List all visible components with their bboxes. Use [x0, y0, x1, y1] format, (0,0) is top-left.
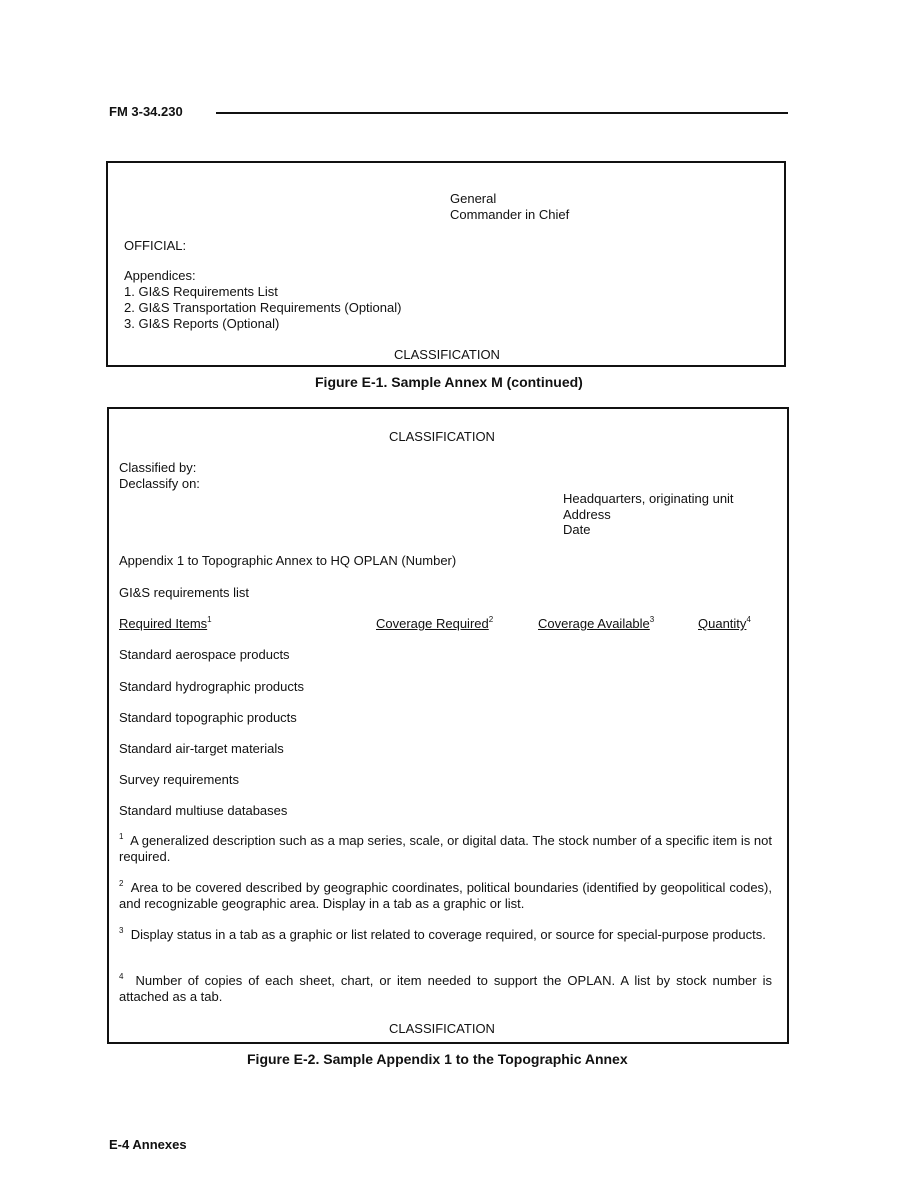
signature-title: Commander in Chief: [450, 207, 570, 222]
figure-e2-caption: Figure E-2. Sample Appendix 1 to the Topographic Annex: [247, 1051, 628, 1067]
classified-by-label: Classified by:: [119, 460, 197, 475]
appendix-title: Appendix 1 to Topographic Annex to HQ OPLAN (Number): [119, 553, 457, 568]
classification-marking: CLASSIFICATION: [394, 347, 500, 362]
column-header-quantity: [698, 616, 751, 632]
footnote: [119, 973, 772, 1005]
header-code: FM 3-34.230: [109, 104, 183, 119]
hq-date: Date: [563, 522, 591, 537]
footnote: [119, 927, 772, 943]
footnote-number: 1: [119, 832, 124, 841]
declassify-on-label: Declassify on:: [119, 476, 200, 491]
column-header-label: Coverage Available: [538, 616, 650, 631]
list-item: Standard multiuse databases: [119, 803, 288, 818]
column-header-label: Quantity: [698, 616, 747, 631]
column-header-sup: 1: [207, 615, 212, 624]
column-header-sup: 3: [649, 615, 655, 624]
list-item: Standard topographic products: [119, 710, 297, 725]
figure-e1-caption: Figure E-1. Sample Annex M (continued): [315, 374, 583, 390]
appendix-item: 2. GI&S Transportation Requirements (Optional): [124, 300, 402, 315]
list-item: Standard air-target materials: [119, 741, 284, 756]
footnote-number: 3: [119, 926, 124, 935]
column-header-label: Required Items: [119, 616, 208, 631]
footnote-number: 2: [119, 879, 124, 888]
official-label: OFFICIAL:: [124, 238, 187, 253]
list-item: Standard hydrographic products: [119, 679, 305, 694]
footnote: [119, 833, 772, 865]
list-item: Survey requirements: [119, 772, 239, 787]
footnote-text: A generalized description such as a map series, scale, or digital data. The stock number of a specific item is not required.: [119, 833, 772, 864]
column-header-coverage-required: [376, 616, 493, 632]
appendices-label: Appendices:: [124, 268, 196, 283]
list-item: Standard aerospace products: [119, 647, 290, 662]
column-header-required-items: [119, 616, 212, 632]
classification-marking-top: CLASSIFICATION: [389, 429, 495, 444]
footnote-number: 4: [119, 972, 124, 981]
list-title: GI&S requirements list: [119, 585, 250, 600]
header-rule: [216, 112, 788, 114]
column-header-label: Coverage Required: [376, 616, 489, 631]
footnote-text: Display status in a tab as a graphic or list related to coverage required, or source for special-purpose products.: [130, 927, 766, 942]
appendix-item: 3. GI&S Reports (Optional): [124, 316, 280, 331]
classification-marking-bottom: CLASSIFICATION: [389, 1021, 495, 1036]
column-header-sup: 2: [488, 615, 494, 624]
figure-e1-box: [106, 161, 786, 367]
footnote-text: Area to be covered described by geographic coordinates, political boundaries (identified by geopolitical codes), and recognizable geographic area. Display in a tab as a graphic or list.: [119, 880, 772, 911]
appendix-item: 1. GI&S Requirements List: [124, 284, 278, 299]
column-header-coverage-available: [538, 616, 654, 632]
signature-general: General: [450, 191, 497, 206]
page-footer: E-4 Annexes: [109, 1137, 187, 1152]
column-header-sup: 4: [746, 615, 751, 624]
footnote-text: Number of copies of each sheet, chart, or item needed to support the OPLAN. A list by stock number is attached as a tab.: [119, 973, 772, 1004]
hq-address: Address: [563, 507, 611, 522]
hq-unit: Headquarters, originating unit: [563, 491, 734, 506]
footnote: [119, 880, 772, 912]
